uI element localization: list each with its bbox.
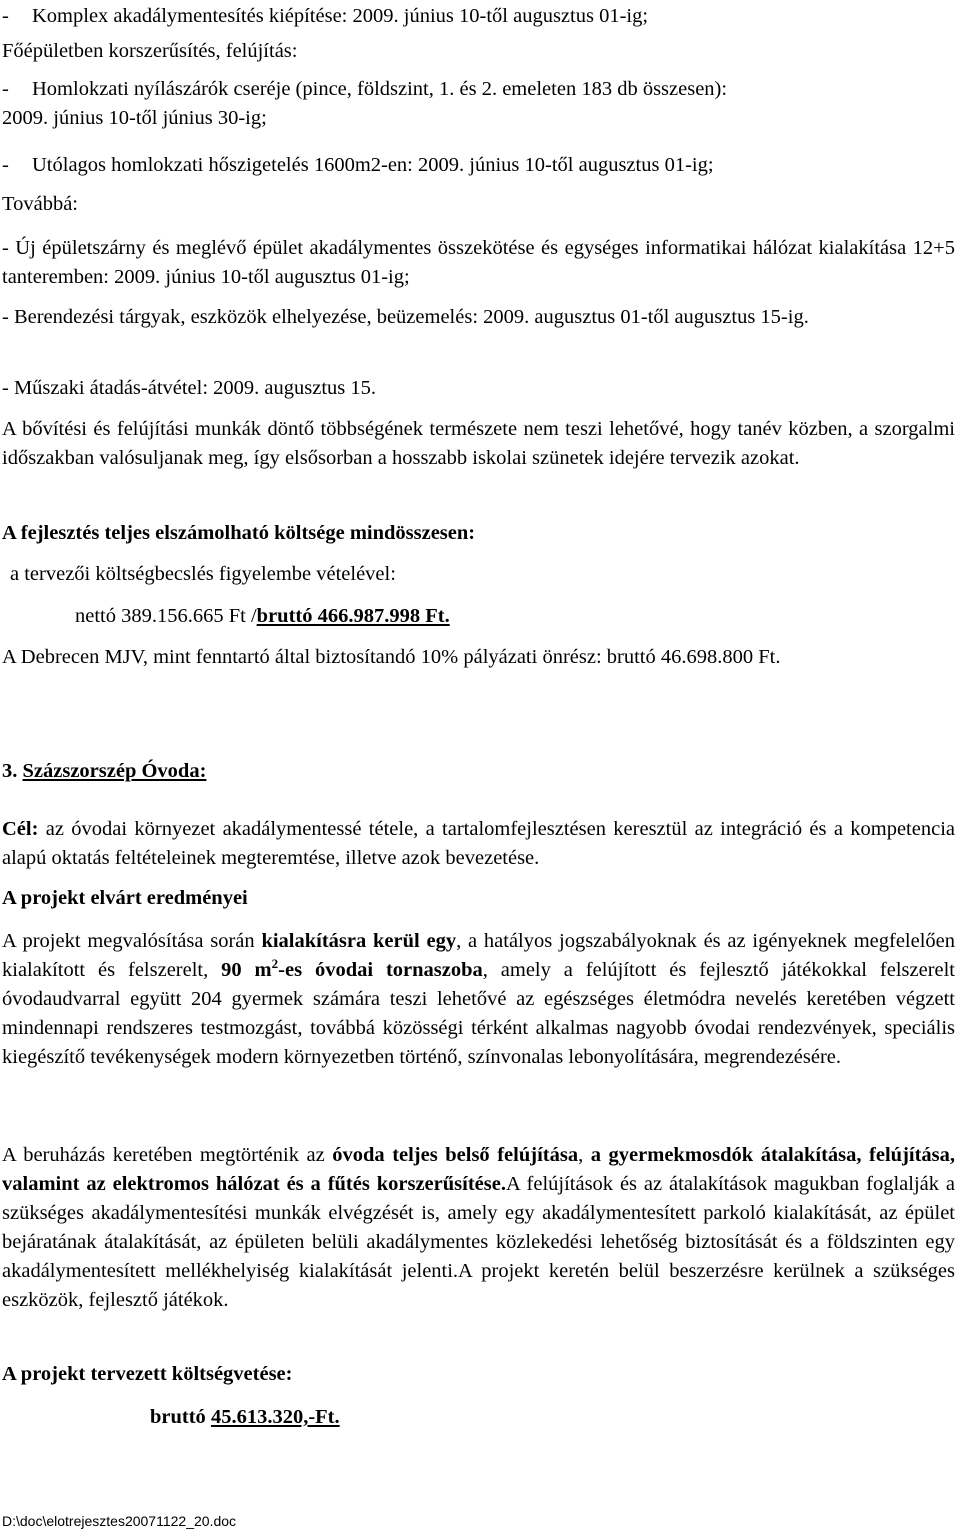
paragraph-uj-epuletszarny: - Új épületszárny és meglévő épület akadálymentes összekötése és egységes informatikai hálózat kialakítása 12+5 tanteremben: 2009. június 10-től augusztus 01-ig; (2, 237, 955, 288)
value-brutto-total: bruttó 466.987.998 Ft. (256, 605, 450, 627)
text-budget-value: bruttó 45.613.320,-Ft. (150, 1406, 340, 1428)
paragraph-muszaki-atadas: - Műszaki átadás-átvétel: 2009. augusztus 15. (2, 377, 377, 399)
list-item-nyilaszarok: - Homlokzati nyílászárók cseréje (pince, földszint, 1. és 2. emeleten 183 db összesen): 2009. június 10-től június 30-ig; (2, 78, 728, 129)
section-title-szazszorszep: 3. Százszorszép Óvoda: (2, 760, 207, 782)
subheading-foepulet: Főépületben korszerűsítés, felújítás: (2, 40, 298, 62)
paragraph-cel: Cél: az óvodai környezet akadálymentessé tétele, a tartalomfejlesztésen keresztül az integráció és a kompetencia alapú oktatás feltételeinek megteremtése, illetve azok bevezetése. (2, 818, 955, 869)
paragraph-bovitesi: A bővítési és felújítási munkák döntő többségének természete nem teszi lehetővé, hogy tanév közben, a szorgalmi időszakban valósuljanak meg, így elsősorban a hosszabb iskolai szünetek idejére tervezik azokat. (2, 418, 955, 469)
list-item-hoszigeteles: - Utólagos homlokzati hőszigetelés 1600m2-en: 2009. június 10-től augusztus 01-ig; (2, 154, 714, 176)
list-item-akadalymentesites: - Komplex akadálymentesítés kiépítése: 2009. június 10-től augusztus 01-ig; (2, 2, 955, 31)
label-tovabba: Továbbá: (2, 193, 78, 215)
label-cel: Cél: (2, 818, 39, 840)
text-netto-brutto: nettó 389.156.665 Ft /bruttó 466.987.998 Ft. (75, 605, 450, 627)
paragraph-tornaszoba: A projekt megvalósítása során kialakításra kerül egy, a hatályos jogszabályoknak és az igényeknek megfelelően kialakított és felszerelt, 90 $m^2-es$ óvodai tornaszoba, amely a felújított és fejlesztő játékokkal felszerelt óvodaudvarral együtt 204 gyermek számára teszi lehetővé az egészséges életmódra nevelés keretében végzett mindennapi rendszeres testmozgást, továbbá közösségi térként alkalmas nagyobb óvodai rendezvények, speciális kiegészítő tevékenységek modern környezetben történő, színvonalas lebonyolítására, megrendezésére. (2, 930, 956, 1068)
heading-elvart-eredmenyek: A projekt elvárt eredményei (2, 887, 248, 909)
footer-file-path: D:\doc\elotrejesztes20071122_20.doc (2, 1513, 237, 1529)
value-budget-brutto: 45.613.320,-Ft. (210, 1406, 340, 1428)
text-koltsegbecsles: a tervezői költségbecslés figyelembe vételével: (10, 563, 396, 585)
paragraph-beruhazas: A beruházás keretében megtörténik az óvoda teljes belső felújítása, a gyermekmosdók átalakítása, felújítása, valamint az elektromos hálózat és a fűtés korszerűsítése.A felújítások és az átalakítások magukban foglalják a szükséges akadálymentesítési munkák elvégzését is, amely egy akadálymentesített parkoló kialakítását, az épület bejáratának átalakítását, az épületen belüli akadálymentes közlekedési lehetőség biztosítását és a földszinten egy akadálymentesített mellékhelyiség kialakítását jelenti.A projekt keretén belül beszerzésre kerülnek a szükséges eszközök, fejlesztő játékok. (2, 1144, 956, 1311)
heading-koltseg: A fejlesztés teljes elszámolható költsége mindösszesen: (2, 522, 476, 544)
paragraph-berendezesi: - Berendezési tárgyak, eszközök elhelyezése, beüzemelés: 2009. augusztus 01-től augusztus 15-ig. (2, 306, 809, 328)
list-dash: - (2, 5, 9, 27)
paragraph-debrecen-onresz: A Debrecen MJV, mint fenntartó által biztosítandó 10% pályázati önrész: bruttó 46.698.800 Ft. (2, 646, 781, 668)
heading-koltsegvetes: A projekt tervezett költségvetése: (2, 1363, 293, 1385)
